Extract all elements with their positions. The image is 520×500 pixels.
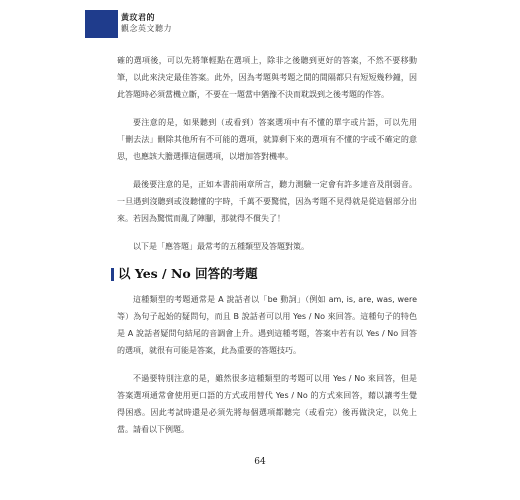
brand-color-block: [85, 10, 118, 38]
page-content: [117, 52, 417, 449]
page-number: 64: [254, 457, 266, 467]
paragraph-intro-types: 以下是「應答題」最常考的五種類型及答題對策。: [133, 242, 309, 251]
paragraph-yes-no-caution: 不過要特別注意的是，雖然很多這種類型的考題可以用 Yes / No 來回答，但是答案選項通常會使用更口語的方式或用替代 Yes / No 的方式來回答，藉以讓考生覺得困惑。因此考試時還是必須先將每個選項都聽完（或看完）後再做決定，以免上當。請看以下例題。: [117, 374, 417, 434]
heading-marker: [111, 268, 114, 281]
section-heading-text: 以 Yes / No 回答的考題: [118, 266, 258, 281]
book-subtitle: 觀念英文聽力: [121, 24, 172, 33]
brand-name: 黃玟君的: [121, 13, 155, 22]
paragraph-elimination-tip: 要注意的是，如果聽到（或看到）答案選項中有不懂的單字或片語，可以先用「刪去法」刪除其他所有不可能的選項，就算剩下來的選項有不懂的字或不確定的意思，也應該大膽選擇這個選項，以增加答對機率。: [117, 118, 417, 161]
section-heading: [111, 265, 417, 283]
page-header: [0, 0, 520, 40]
paragraph-final-note: 最後要注意的是，正如本書前兩章所言，聽力測驗一定會有許多達音及削弱音。一旦遇到沒聽到或沒聽懂的字時，千萬不要驚慌，因為考題不見得就是從這個部分出來。若因為驚慌而亂了陣腳，那就得不償失了！: [117, 180, 417, 223]
paragraph-yes-no-description: 這種類型的考題通常是 A 說話者以「be 動詞」（例如 am, is, are, was, were 等）為句子起始的疑問句，而且 B 說話者可以用 Yes / No 來回答。這種句子的特色是 A 說話者疑問句結尾的音調會上升。遇到這種考題，答案中若有以 Yes / No 回答的選項，就很有可能是答案，此為重要的答題技巧。: [117, 295, 417, 355]
paragraph-continuation: 確的選項後，可以先將筆輕點在選項上，除非之後聽到更好的答案，不然不要移動筆，以此來決定最佳答案。此外，因為考題與考題之間的間隔都只有短短幾秒鐘，因此答題時必須當機立斷，不要在一題當中猶豫不決而耽誤到之後考題的作答。: [117, 56, 417, 99]
header-text: [121, 12, 172, 34]
